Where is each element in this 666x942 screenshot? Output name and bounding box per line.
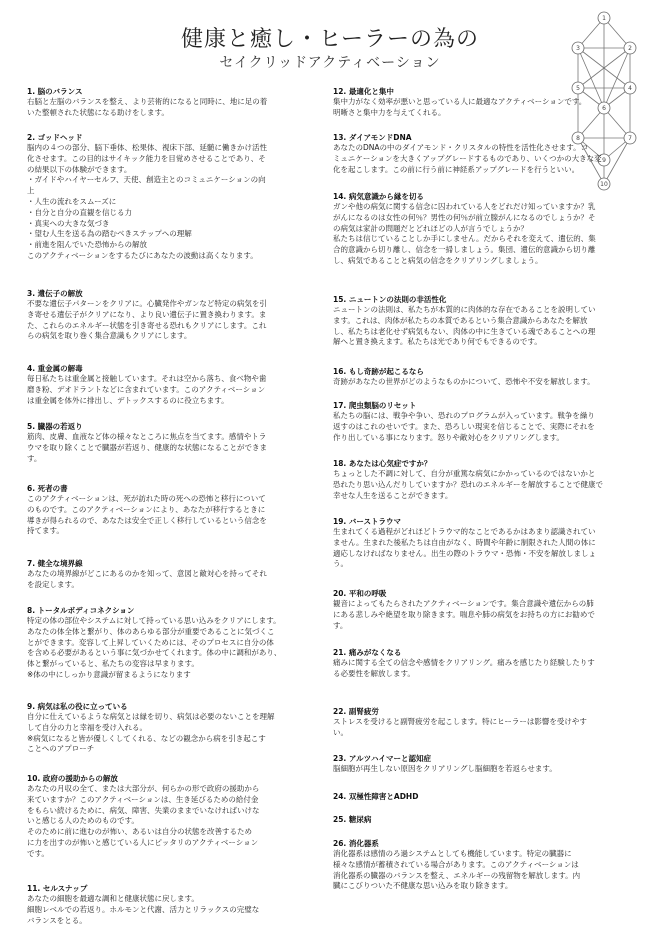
item-hypochondria <box>333 458 628 501</box>
item-diamond-dna <box>333 132 628 175</box>
item-body: ストレスを受けると副腎疲労を起こします。特にヒーラーは影響を受けやす い。 <box>333 717 587 737</box>
item-title: 5. 臓器の若返り <box>27 422 83 431</box>
item-title: 15. ニュートンの法則の非活性化 <box>333 295 447 304</box>
item-newton-law <box>333 294 628 348</box>
item-body: 特定の体の部位やシステムに対して持っている思い込みをクリアにします。 あなたの体全体と繋がり、体のあらゆる部分が重要であることに気づくこ とができます。変容して上昇していくためには、そのプロセスに自分の体 を含める必要があるという事に気づかせてくれます。体の中に調和があり、 体と繋がっていると、私たちの変容は早まります。 ※体の中にしっかり意識が留まるようになります <box>27 616 282 679</box>
item-title: 10. 政府の援助からの解放 <box>27 774 118 783</box>
item-body: 筋肉、皮膚、血液など体の様々なところに焦点を当てます。感情やトラ ウマを取り除くことで臓器が若返り、健康的な状態になることができま す。 <box>27 432 267 463</box>
item-title: 17. 爬虫類脳のリセット <box>333 401 417 410</box>
item-alzheimers <box>333 753 628 775</box>
sephira-label: 6 <box>602 105 606 112</box>
item-title: 20. 平和の呼吸 <box>333 589 387 598</box>
item-body: あなたの細胞を最適な調和と健康状態に戻します。 細胞レベルでの若返り。ホルモンと代謝、活力とリラックスの完璧な バランスをとる。 <box>27 894 260 925</box>
item-body: 不要な遺伝子パターンをクリアに。心臓発作やガンなど特定の病気を引 き寄せる遺伝子がクリアになり、より良い遺伝子に置き換わります。ま た、これらのエネルギー状態を引き寄せる恐れもクリアにします。これ らの病気を取り巻く集合意識もクリアにします。 <box>27 299 267 341</box>
item-body: 脳内の４つの部分、脳下垂体、松果体、視床下部、延髄に働きかけ活性 化させます。この目的はサイキック能力を目覚めさせることであり、そ の結果以下の体験ができます。 ・ガイドやハイヤーセルフ、天使、創造主とのコミュニケーションの向 上 ・人生の流れをスムーズに ・自分と自分の直観を信じる力 ・真実への大きな気づき ・望む人生を送る為の踏むべきステップへの理解 ・前進を阻んでいた恐怖からの解放 このアクティベーションをするたびにあなたの波動は高くなります。 <box>27 143 267 260</box>
item-title: 26. 消化器系 <box>333 839 379 848</box>
item-body: 毎日私たちは重金属と接触しています。それは空から落ち、食べ物や歯 磨き粉、デオドラントなどに含まれています。このアクティベーション は重金属を体外に排出し、デトックスするのに役立ちます。 <box>27 374 267 405</box>
item-title: 6. 死者の書 <box>27 484 68 493</box>
sephira-label: 8 <box>576 135 580 142</box>
item-title: 2. ゴッドヘッド <box>27 133 83 142</box>
item-illness-serves-me <box>27 701 322 755</box>
item-title: 23. アルツハイマーと認知症 <box>333 754 431 763</box>
item-title: 21. 痛みがなくなる <box>333 648 402 657</box>
item-body: あなたの月収の全て、または大部分が、何らかの形で政府の援助から 来ていますか？このアクティベーションは、生き延びるための給付金 をもらい続けるために、病気、障害、失業のままでいなければいけな いと感じる人のためのものです。 そのために前に進むのが怖い、あるいは自分の状態を改善するため に力を出すのが怖いと感じている人にピッタリのアクティベーション です。 <box>27 784 260 858</box>
item-book-of-dead <box>27 483 322 537</box>
item-title: 14. 病気意識から縁を切る <box>333 192 424 201</box>
item-title: 25. 糖尿病 <box>333 815 372 824</box>
item-body: このアクティベーションは、死が訪れた時の死への恐怖と移行について のものです。このアクティベーションにより、あなたが移行するときに 導きが得られるので、あなたは安全で正しく移行しているという信念を 持てます。 <box>27 494 267 536</box>
item-body: 観音によってもたらされたアクティベーションです。集合意識や遺伝からの肺 にある悲しみや絶望を取り除きます。喘息や肺の病気をお持ちの方にお勧めで す。 <box>333 599 595 630</box>
item-healthy-boundaries <box>27 558 322 591</box>
item-peace-breath <box>333 588 628 631</box>
item-body: ちょっとした不調に対して、自分が重篤な病気にかかっているのではないかと 恐れたり思い込んだりしていますか？恐れのエネルギーを解放することで健康で 幸せな人生を送ることができます。 <box>333 469 603 500</box>
item-body: あなたの境界線がどこにあるのかを知って、意図と敵対心を持ってそれ を設定します。 <box>27 569 267 589</box>
item-no-pain <box>333 647 628 680</box>
item-body: 集中力がなく効率が悪いと思っている人に最適なアクティベーションです。 明晰さと集中力を与えてくれる。 <box>333 97 587 117</box>
sephira-label: 9 <box>602 157 606 164</box>
sephira-label: 3 <box>576 45 580 52</box>
item-body: ニュートンの法則は、私たちが本質的に肉体的な存在であることを説明してい ます。これは、肉体が私たちの本質であるという集合意識からあなたを解放 し、私たちは老化せず病気もない、肉体の中に生きている魂であることへの理 解へと置き換えます。私たちは光であり何でもできるのです。 <box>333 305 596 347</box>
item-body: 右脳と左脳のバランスを整え、より芸術的になると同時に、地に足の着 いた整頓された状態になる助けをします。 <box>27 97 268 117</box>
item-title: 8. トータルボディコネクション <box>27 606 135 615</box>
item-gov-aid-release <box>27 773 322 860</box>
sephira-label: 2 <box>628 45 632 52</box>
sephira-label: 7 <box>628 135 632 142</box>
item-brain-balance <box>27 86 322 119</box>
item-total-body-connection <box>27 605 322 681</box>
item-body: 痛みに関する全ての信念や感情をクリアリング。痛みを感じたり経験したりす る必要性を解放します。 <box>333 658 595 678</box>
sephira-label: 5 <box>576 85 580 92</box>
sephira-label: 10 <box>600 181 608 188</box>
item-title: 22. 副腎疲労 <box>333 707 379 716</box>
item-body: 脳細胞が再生しない原因をクリアリングし脳細胞を若返らせます。 <box>333 764 557 773</box>
item-reptile-brain-reset <box>333 400 628 443</box>
item-body: 私たちの脳には、戦争や争い、恐れのプログラムが入っています。戦争を繰り 返すのはこれのせいです。また、恐ろしい現実を信じることで、実際にそれを 作り出している事になります。怒りや敵対心をクリアリングします。 <box>333 411 595 442</box>
item-adrenal-fatigue <box>333 706 628 739</box>
item-body: ガンや他の病気に関する信念に囚われている人をどれだけ知っていますか？乳 がんになるのは女性の何％？男性の何％が前立腺がんになるのでしょうか？そ の病気は家計の問題だとどれほどの人が言うでしょうか？ 私たちは信じていることしか手にしません。だからそれを変えて、遺伝的、集 合的意識から切り離し、信念を一掃しましょう。集団、遺伝的意識から切り離 し、病気であることと病気の信念をクリアリングしましょう。 <box>333 202 596 265</box>
item-title: 3. 遺伝子の解放 <box>27 289 83 298</box>
item-title: 12. 最適化と集中 <box>333 87 394 96</box>
item-birth-trauma <box>333 516 628 570</box>
item-godhead <box>27 132 322 262</box>
item-body: 消化器系は感情のろ過システムとしても機能しています。特定の臓器に 様々な感情が蓄積されている場合があります。このアクティベーションは 消化器系の臓器のバランスを整え、エネルギーの残留物を解放します。内 臓にこびりついた不健康な思い込みを取り除きます。 <box>333 849 581 891</box>
item-body: 奇跡があなたの世界がどのようなものかについて、恐怖や不安を解放します。 <box>333 377 595 386</box>
item-title: 13. ダイアモンドDNA <box>333 133 412 142</box>
sephira-label: 1 <box>602 15 606 22</box>
item-body: 生まれてくる過程がどれほどトラウマ的なことであるかはあまり認識されてい ません。生まれた後私たちは自由がなく、時間や年齢に制限された人間の体に 適応しなければなりません。出生の際のトラウマ・恐怖・不安を解放しましょ う。 <box>333 527 596 569</box>
item-title: 18. あなたは心気症ですか？ <box>333 459 432 468</box>
item-heavy-metal-detox <box>27 363 322 406</box>
item-title: 19. バーストラウマ <box>333 517 402 526</box>
item-diabetes <box>333 814 628 825</box>
item-if-miracle <box>333 366 628 388</box>
item-title: 7. 健全な境界線 <box>27 559 83 568</box>
item-cell-snap <box>27 883 322 926</box>
item-bipolar-adhd <box>333 791 628 802</box>
item-title: 1. 脳のバランス <box>27 87 83 96</box>
item-title: 9. 病気は私の役に立っている <box>27 702 128 711</box>
item-title: 24. 双極性障害とADHD <box>333 792 419 801</box>
item-body: 自分に仕えているような病気とは縁を切り、病気は必要のないことを理解 して自分の力と幸福を受け入れる。 ※病気になると皆が優しくしてくれる、などの観念から病を引き起こす ことへのアプローチ <box>27 712 275 754</box>
item-illness-consciousness <box>333 191 628 267</box>
item-optimization-focus <box>333 86 628 119</box>
page-subtitle: セイクリッドアクティベーション <box>219 55 441 71</box>
item-title: 16. もし奇跡が起こるなら <box>333 367 424 376</box>
sephira-label: 4 <box>628 85 632 92</box>
item-gene-release <box>27 288 322 342</box>
item-organ-rejuvenation <box>27 421 322 464</box>
item-body: あなたのDNAの中のダイアモンド・クリスタルの特性を活性化させます。コ ミュニケーションを大きくアップグレードするものであり、いくつかの大きな変 化を起こします。この前に行う前に神経系アップグレードを行うといい。 <box>333 143 602 174</box>
item-title: 4. 重金属の解毒 <box>27 364 83 373</box>
page-title: 健康と癒し・ヒーラーの為の <box>180 27 480 52</box>
item-title: 11. セルスナップ <box>27 884 88 893</box>
item-digestive-system <box>333 838 628 892</box>
